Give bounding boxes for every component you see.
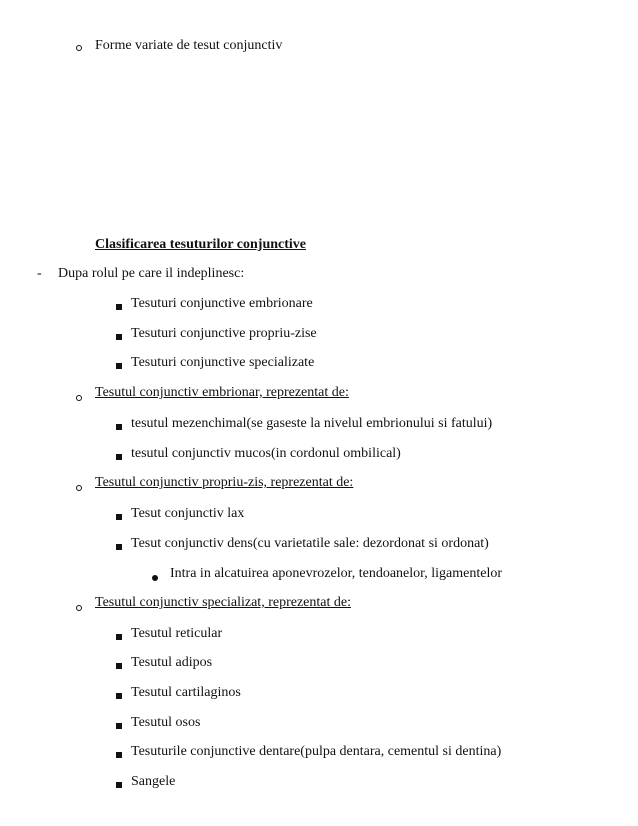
square-bullet-icon bbox=[116, 657, 122, 675]
section-title: Tesutul conjunctiv specializat, reprezentat de: bbox=[95, 595, 351, 610]
square-bullet-icon bbox=[116, 538, 122, 556]
list-item: Tesutul cartilaginos bbox=[131, 685, 241, 700]
section-title: Tesutul conjunctiv embrionar, reprezentat de: bbox=[95, 385, 349, 400]
list-subitem: Intra in alcatuirea aponevrozelor, tendoanelor, ligamentelor bbox=[170, 566, 503, 581]
list-item: Tesuturile conjunctive dentare(pulpa dentara, cementul si dentina) bbox=[131, 744, 502, 759]
list-item: Tesuturi conjunctive embrionare bbox=[131, 296, 313, 311]
list-item: tesutul mezenchimal(se gaseste la nivelul embrionului si fatului) bbox=[131, 416, 493, 431]
list-item: Tesuturi conjunctive propriu-zise bbox=[131, 326, 317, 341]
list-item: Tesut conjunctiv lax bbox=[131, 506, 245, 521]
open-circle-bullet-icon bbox=[76, 479, 82, 497]
list-item: Tesut conjunctiv dens(cu varietatile sale: dezordonat si ordonat) bbox=[131, 536, 489, 551]
square-bullet-icon bbox=[116, 418, 122, 436]
open-circle-bullet-icon bbox=[76, 389, 82, 407]
square-bullet-icon bbox=[116, 746, 122, 764]
list-item: tesutul conjunctiv mucos(in cordonul ombilical) bbox=[131, 446, 401, 461]
list-item: Sangele bbox=[131, 774, 176, 789]
square-bullet-icon bbox=[116, 508, 122, 526]
list-item: Tesutul adipos bbox=[131, 655, 213, 670]
square-bullet-icon bbox=[116, 357, 122, 375]
square-bullet-icon bbox=[116, 717, 122, 735]
section-title: Tesutul conjunctiv propriu-zis, reprezentat de: bbox=[95, 475, 354, 490]
dash-bullet: - bbox=[37, 266, 42, 281]
open-circle-bullet-icon bbox=[76, 39, 82, 57]
square-bullet-icon bbox=[116, 628, 122, 646]
square-bullet-icon bbox=[116, 328, 122, 346]
list-item: Tesutul osos bbox=[131, 715, 201, 730]
filled-circle-bullet-icon bbox=[152, 569, 158, 587]
square-bullet-icon bbox=[116, 448, 122, 466]
list-item: Tesutul reticular bbox=[131, 626, 223, 641]
section-heading: Clasificarea tesuturilor conjunctive bbox=[95, 237, 307, 252]
list-item: Tesuturi conjunctive specializate bbox=[131, 355, 315, 370]
square-bullet-icon bbox=[116, 298, 122, 316]
intro-text: Dupa rolul pe care il indeplinesc: bbox=[58, 266, 245, 281]
list-item: Forme variate de tesut conjunctiv bbox=[95, 38, 283, 53]
square-bullet-icon bbox=[116, 776, 122, 794]
open-circle-bullet-icon bbox=[76, 599, 82, 617]
square-bullet-icon bbox=[116, 687, 122, 705]
